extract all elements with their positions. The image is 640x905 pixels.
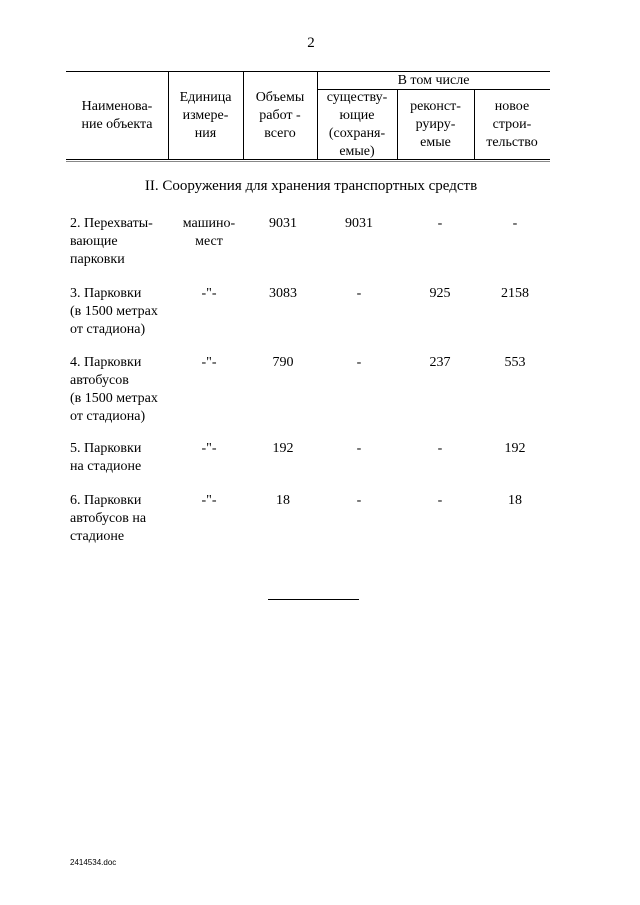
header-reconstructed: реконст- руиру- емые <box>410 99 461 150</box>
header-new: новое строи- тельство <box>486 99 538 150</box>
row-4-name: 5. Парковки на стадионе <box>70 441 142 474</box>
row-3-unit: -"- <box>201 355 217 370</box>
row-5-name: 6. Парковки автобусов на стадионе <box>70 493 147 544</box>
row-2-existing: - <box>356 286 362 301</box>
row-2-volume: 3083 <box>269 286 297 301</box>
row-4-reconstructed: - <box>437 441 443 456</box>
header-name: Наименова- ние объекта <box>81 99 153 132</box>
row-5-unit: -"- <box>201 493 217 508</box>
row-1-unit: машино- мест <box>182 216 236 249</box>
row-3-existing: - <box>356 355 362 370</box>
row-1-new: - <box>512 216 518 231</box>
header-volume: Объемы работ - всего <box>255 90 305 141</box>
page-number: 2 <box>307 35 315 51</box>
row-1-reconstructed: - <box>437 216 443 231</box>
row-1-volume: 9031 <box>269 216 297 231</box>
footer-file-code: 2414534.doc <box>70 858 117 867</box>
row-3-name: 4. Парковки автобусов (в 1500 метрах от стадиона) <box>70 355 158 424</box>
row-4-unit: -"- <box>201 441 217 456</box>
header-including: В том числе <box>397 73 470 88</box>
row-3-volume: 790 <box>272 355 294 370</box>
row-3-new: 553 <box>504 355 526 370</box>
row-4-new: 192 <box>504 441 526 456</box>
row-1-name: 2. Перехваты- вающие парковки <box>70 216 153 267</box>
row-5-volume: 18 <box>276 493 290 508</box>
row-1-existing: 9031 <box>345 216 373 231</box>
header-bottom-rule-2 <box>66 161 550 162</box>
row-3-reconstructed: 237 <box>429 355 451 370</box>
row-2-reconstructed: 925 <box>429 286 451 301</box>
row-4-volume: 192 <box>272 441 294 456</box>
row-2-unit: -"- <box>201 286 217 301</box>
row-5-reconstructed: - <box>437 493 443 508</box>
row-5-new: 18 <box>508 493 522 508</box>
end-of-document-rule <box>268 599 359 600</box>
row-4-existing: - <box>356 441 362 456</box>
row-2-name: 3. Парковки (в 1500 метрах от стадиона) <box>70 286 158 337</box>
header-bottom-rule <box>66 159 550 160</box>
section-title: II. Сооружения для хранения транспортных средств <box>144 178 478 194</box>
row-5-existing: - <box>356 493 362 508</box>
row-2-new: 2158 <box>501 286 529 301</box>
header-unit: Единица измере- ния <box>179 90 232 141</box>
header-existing: существу- ющие (сохраня- емые) <box>326 90 388 159</box>
